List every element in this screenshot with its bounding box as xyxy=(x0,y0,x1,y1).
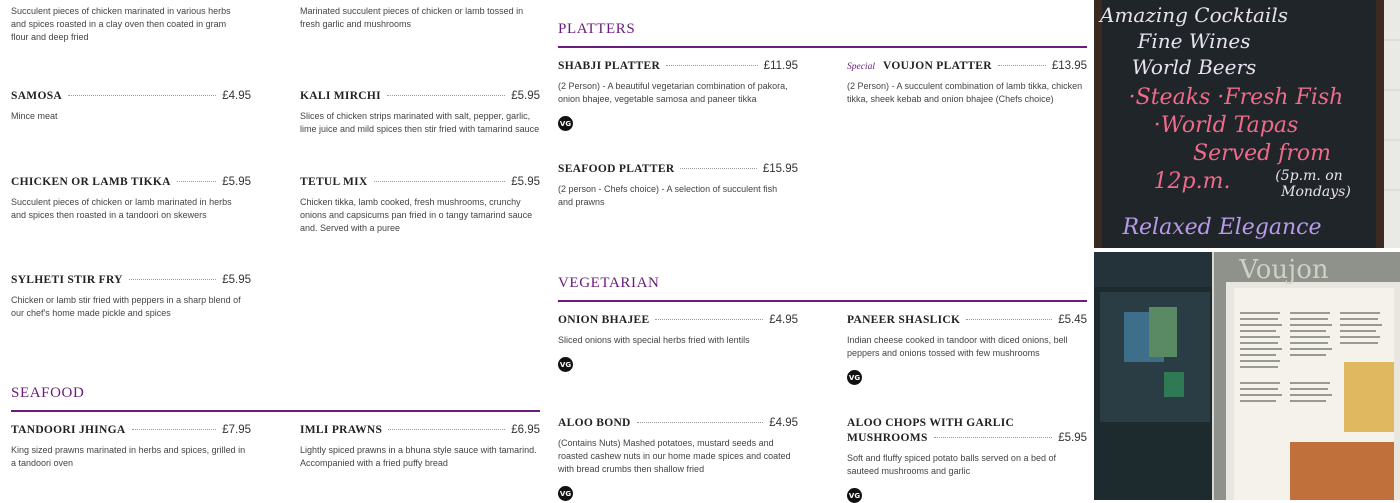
partial-desc: Marinated succulent pieces of chicken or lamb tossed in fresh garlic and mushrooms xyxy=(300,6,524,29)
menu-item-shabji-platter[interactable] xyxy=(558,60,798,131)
item-name: ALOO CHOPS WITH GARLIC xyxy=(847,417,1015,429)
item-desc: King sized prawns marinated in herbs and spices, grilled in a tandoori oven xyxy=(11,445,246,468)
item-name: ONION BHAJEE xyxy=(558,314,650,326)
menu-item-tetul-mix[interactable] xyxy=(300,176,540,235)
item-price: £7.95 xyxy=(222,424,251,436)
section-title: SEAFOOD xyxy=(11,385,85,401)
vegetarian-badge-icon: VG xyxy=(847,370,862,385)
chalk-line-1: Amazing Cocktails xyxy=(1100,3,1288,27)
item-price: £4.95 xyxy=(222,90,251,102)
item-price: £6.95 xyxy=(511,424,540,436)
item-price: £15.95 xyxy=(762,163,798,175)
menu-item-paneer-shaslick[interactable] xyxy=(847,314,1087,385)
partial-desc: Succulent pieces of chicken marinated in various herbs and spices roasted in a clay oven then coated in gram flour and deep fried xyxy=(11,6,231,42)
item-desc: Slices of chicken strips marinated with salt, pepper, garlic, lime juice and mild spices then stir fried with tamarind sauce xyxy=(300,111,540,134)
item-price: £5.95 xyxy=(222,176,251,188)
item-desc: Succulent pieces of chicken or lamb marinated in herbs and spices then roasted in a tandoori on skewers xyxy=(11,197,232,220)
vegetarian-badge-icon: VG xyxy=(558,357,573,372)
item-desc: Sliced onions with special herbs fried with lentils xyxy=(558,335,750,345)
item-desc: Lightly spiced prawns in a bhuna style sauce with tamarind. Accompanied with a fried puffy bread xyxy=(300,445,537,468)
item-name: SAMOSA xyxy=(11,90,63,102)
item-name: KALI MIRCHI xyxy=(300,90,381,102)
item-price: £4.95 xyxy=(769,417,798,429)
vegetarian-badge-icon: VG xyxy=(847,488,862,503)
item-name: SEAFOOD PLATTER xyxy=(558,163,675,175)
dot-leader xyxy=(637,422,764,423)
item-price: £5.95 xyxy=(1058,432,1087,444)
item-name: TANDOORI JHINGA xyxy=(11,424,126,436)
chalk-line-3: World Beers xyxy=(1131,55,1257,79)
storefront-sign: Voujon xyxy=(1239,255,1329,285)
item-name: CHICKEN OR LAMB TIKKA xyxy=(11,176,171,188)
item-desc: (2 person - Chefs choice) - A selection of succulent fish and prawns xyxy=(558,184,778,207)
dot-leader xyxy=(68,95,216,96)
dot-leader xyxy=(998,65,1046,66)
menu-item-voujon-platter[interactable] xyxy=(847,60,1087,106)
item-price: £4.95 xyxy=(769,314,798,326)
menu-item-samosa[interactable] xyxy=(11,90,251,123)
item-price: £5.45 xyxy=(1058,314,1087,326)
storefront-photo xyxy=(1094,252,1400,500)
item-name: PANEER SHASLICK xyxy=(847,314,961,326)
dot-leader xyxy=(966,319,1052,320)
item-name: SHABJI PLATTER xyxy=(558,60,661,72)
vegetarian-badge-icon: VG xyxy=(558,116,573,131)
item-desc: Indian cheese cooked in tandoor with diced onions, bell peppers and onions tossed with few mushrooms xyxy=(847,335,1068,358)
chalk-line-2: Fine Wines xyxy=(1137,29,1251,53)
dot-leader xyxy=(132,429,217,430)
dot-leader xyxy=(680,168,756,169)
chalkboard-photo xyxy=(1094,0,1400,248)
chalk-line-6: Served from xyxy=(1193,141,1331,166)
section-divider xyxy=(558,46,1087,48)
item-price: £5.95 xyxy=(511,90,540,102)
dot-leader xyxy=(666,65,758,66)
item-desc: (Contains Nuts) Mashed potatoes, mustard seeds and roasted cashew nuts in our home made spices and coated with bread crumbs then shallow fried xyxy=(558,438,791,474)
section-divider xyxy=(11,410,540,412)
section-title: PLATTERS xyxy=(558,21,636,37)
item-desc: (2 Person) - A beautiful vegetarian combination of pakora, onion bhajee, vegetable samosa and paneer tikka xyxy=(558,81,788,104)
item-price: £11.95 xyxy=(763,60,798,72)
dot-leader xyxy=(129,279,216,280)
item-name: SYLHETI STIR FRY xyxy=(11,274,123,286)
menu-item-onion-bhajee[interactable] xyxy=(558,314,798,372)
section-vegetarian xyxy=(558,275,1087,302)
dot-leader xyxy=(934,437,1053,438)
dot-leader xyxy=(388,429,505,430)
dot-leader xyxy=(387,95,505,96)
section-seafood xyxy=(11,385,540,412)
chalk-line-10: Relaxed Elegance xyxy=(1122,215,1322,240)
dot-leader xyxy=(177,181,216,182)
section-platters xyxy=(558,21,1087,48)
section-title: VEGETARIAN xyxy=(558,275,660,291)
item-name: TETUL MIX xyxy=(300,176,368,188)
chalk-line-9: Mondays) xyxy=(1281,184,1351,200)
chalk-line-4: ·Steaks ·Fresh Fish xyxy=(1128,85,1344,110)
vegetarian-badge-icon: VG xyxy=(558,486,573,501)
menu-item-tandoori-jhinga[interactable] xyxy=(11,424,251,470)
chalk-line-5: ·World Tapas xyxy=(1153,113,1299,138)
item-name: IMLI PRAWNS xyxy=(300,424,383,436)
item-desc: (2 Person) - A succulent combination of lamb tikka, chicken tikka, sheek kebab and onion bhajee (Chefs choice) xyxy=(847,81,1083,104)
item-name: VOUJON PLATTER xyxy=(882,60,992,72)
menu-item-chicken-or-lamb-tikka[interactable] xyxy=(11,176,251,222)
chalk-line-8: (5p.m. on xyxy=(1275,168,1343,184)
item-name: ALOO BOND xyxy=(558,417,631,429)
menu-item-imli-prawns[interactable] xyxy=(300,424,540,470)
dot-leader xyxy=(374,181,506,182)
item-price: £5.95 xyxy=(222,274,251,286)
item-price: £13.95 xyxy=(1051,60,1087,72)
menu-item-seafood-platter[interactable] xyxy=(558,163,798,209)
section-divider xyxy=(558,300,1087,302)
item-desc: Chicken or lamb stir fried with peppers in a sharp blend of our chef's home made pickle and spices xyxy=(11,295,241,318)
item-desc: Chicken tikka, lamb cooked, fresh mushrooms, crunchy onions and capsicums pan fried in o tangy tamarind sauce and. Served with a puree xyxy=(300,197,533,233)
menu-item-aloo-chops-with-garlic-mushrooms[interactable] xyxy=(847,417,1087,503)
menu-item-aloo-bond[interactable] xyxy=(558,417,798,501)
dot-leader xyxy=(655,319,763,320)
menu-item-kali-mirchi[interactable] xyxy=(300,90,540,136)
chalk-line-7: 12p.m. xyxy=(1153,169,1231,194)
item-desc: Mince meat xyxy=(11,111,58,121)
item-name-line2: MUSHROOMS xyxy=(847,432,928,444)
item-price: £5.95 xyxy=(511,176,540,188)
menu-item-sylheti-stir-fry[interactable] xyxy=(11,274,251,320)
special-tag: Special xyxy=(847,62,875,72)
item-desc: Soft and fluffy spiced potato balls served on a bed of sauteed mushrooms and garlic xyxy=(847,453,1056,476)
